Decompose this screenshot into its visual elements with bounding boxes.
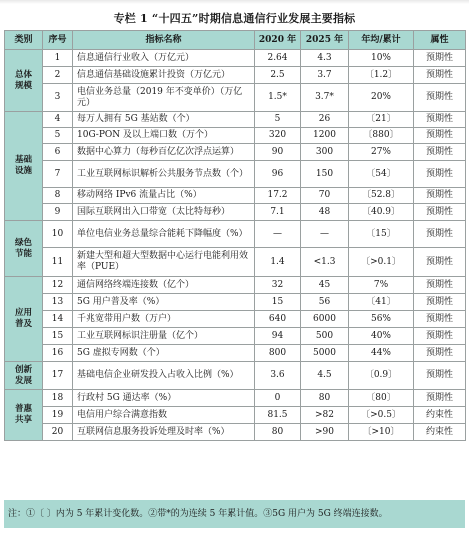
value-2025-cell: 3.7* xyxy=(301,84,349,112)
value-2025-cell: 26 xyxy=(301,112,349,128)
category-cell: 创新 发展 xyxy=(5,362,43,390)
number-cell: 17 xyxy=(43,362,73,390)
indicator-cell: 单位电信业务总量综合能耗下降幅度（%） xyxy=(73,221,255,248)
table-row xyxy=(5,84,466,112)
attribute-cell: 预期性 xyxy=(414,128,466,144)
attribute-cell: 预期性 xyxy=(414,345,466,362)
number-cell: 5 xyxy=(43,128,73,144)
table-note: 注：①〔 〕内为 5 年累计变化数。②带*的为连续 5 年累计值。③5G 用户为 5G 终端连接数。 xyxy=(4,500,465,528)
table-title: 专栏 1 “十四五”时期信息通信行业发展主要指标 xyxy=(113,12,356,25)
indicators-table xyxy=(4,30,466,441)
attribute-cell: 预期性 xyxy=(414,67,466,84)
number-cell: 2 xyxy=(43,67,73,84)
indicator-cell: 5G 用户普及率（%） xyxy=(73,294,255,311)
category-cell: 基础 设施 xyxy=(5,112,43,221)
attribute-cell: 预期性 xyxy=(414,311,466,328)
indicator-cell: 信息通信行业收入（万亿元） xyxy=(73,50,255,67)
top-divider xyxy=(0,0,469,4)
indicator-cell: 通信网络终端连接数（亿个） xyxy=(73,277,255,294)
value-2020-cell: 7.1 xyxy=(255,204,301,221)
number-cell: 8 xyxy=(43,188,73,204)
indicator-cell: 移动网络 IPv6 流量占比（%） xyxy=(73,188,255,204)
value-2025-cell: 150 xyxy=(301,161,349,188)
indicator-cell: 10G-PON 及以上端口数（万个） xyxy=(73,128,255,144)
category-cell: 应用 普及 xyxy=(5,277,43,362)
value-2020-cell: 0 xyxy=(255,390,301,407)
category-cell: 总体 规模 xyxy=(5,50,43,112)
value-2020-cell: 1.5* xyxy=(255,84,301,112)
number-cell: 10 xyxy=(43,221,73,248)
value-2020-cell: 640 xyxy=(255,311,301,328)
value-2025-cell: <1.3 xyxy=(301,248,349,277)
header-attribute: 属性 xyxy=(414,31,466,50)
indicator-cell: 新建大型和超大型数据中心运行电能利用效率（PUE） xyxy=(73,248,255,277)
indicator-cell: 每万人拥有 5G 基站数（个） xyxy=(73,112,255,128)
value-2025-cell: 1200 xyxy=(301,128,349,144)
header-indicator: 指标名称 xyxy=(73,31,255,50)
number-cell: 13 xyxy=(43,294,73,311)
attribute-cell: 预期性 xyxy=(414,390,466,407)
value-2025-cell: >82 xyxy=(301,407,349,424)
attribute-cell: 预期性 xyxy=(414,112,466,128)
average-cell: 〔0.9〕 xyxy=(349,362,414,390)
value-2020-cell: 96 xyxy=(255,161,301,188)
average-cell: 〔15〕 xyxy=(349,221,414,248)
value-2025-cell: 500 xyxy=(301,328,349,345)
value-2025-cell: 3.7 xyxy=(301,67,349,84)
indicator-cell: 行政村 5G 通达率（%） xyxy=(73,390,255,407)
number-cell: 19 xyxy=(43,407,73,424)
attribute-cell: 预期性 xyxy=(414,161,466,188)
number-cell: 6 xyxy=(43,144,73,161)
value-2025-cell: 56 xyxy=(301,294,349,311)
category-cell: 普惠 共享 xyxy=(5,390,43,441)
value-2020-cell: 94 xyxy=(255,328,301,345)
number-cell: 15 xyxy=(43,328,73,345)
attribute-cell: 预期性 xyxy=(414,362,466,390)
average-cell: 〔880〕 xyxy=(349,128,414,144)
average-cell: 7% xyxy=(349,277,414,294)
average-cell: 〔41〕 xyxy=(349,294,414,311)
attribute-cell: 预期性 xyxy=(414,144,466,161)
attribute-cell: 约束性 xyxy=(414,424,466,441)
value-2020-cell: 320 xyxy=(255,128,301,144)
average-cell: 44% xyxy=(349,345,414,362)
value-2025-cell: 70 xyxy=(301,188,349,204)
header-average: 年均/累计 xyxy=(349,31,414,50)
table-row xyxy=(5,161,466,188)
value-2020-cell: 32 xyxy=(255,277,301,294)
attribute-cell: 预期性 xyxy=(414,248,466,277)
average-cell: 〔40.9〕 xyxy=(349,204,414,221)
number-cell: 20 xyxy=(43,424,73,441)
attribute-cell: 预期性 xyxy=(414,221,466,248)
indicator-cell: 电信业务总量（2019 年不变单价）（万亿元） xyxy=(73,84,255,112)
average-cell: 〔>10〕 xyxy=(349,424,414,441)
number-cell: 4 xyxy=(43,112,73,128)
number-cell: 18 xyxy=(43,390,73,407)
indicator-cell: 5G 虚拟专网数（个） xyxy=(73,345,255,362)
number-cell: 16 xyxy=(43,345,73,362)
indicator-cell: 工业互联网标识注册量（亿个） xyxy=(73,328,255,345)
average-cell: 〔>0.1〕 xyxy=(349,248,414,277)
attribute-cell: 预期性 xyxy=(414,50,466,67)
value-2025-cell: 300 xyxy=(301,144,349,161)
number-cell: 9 xyxy=(43,204,73,221)
value-2025-cell: 48 xyxy=(301,204,349,221)
number-cell: 11 xyxy=(43,248,73,277)
value-2020-cell: 1.4 xyxy=(255,248,301,277)
table-row xyxy=(5,128,466,144)
table-row xyxy=(5,328,466,345)
table-row xyxy=(5,112,466,128)
table-row xyxy=(5,311,466,328)
header-category: 类别 xyxy=(5,31,43,50)
header-2020: 2020 年 xyxy=(255,31,301,50)
table-row xyxy=(5,67,466,84)
value-2020-cell: 90 xyxy=(255,144,301,161)
value-2020-cell: 80 xyxy=(255,424,301,441)
value-2025-cell: 5000 xyxy=(301,345,349,362)
average-cell: 56% xyxy=(349,311,414,328)
average-cell: 10% xyxy=(349,50,414,67)
table-row xyxy=(5,362,466,390)
value-2020-cell: 800 xyxy=(255,345,301,362)
value-2025-cell: 80 xyxy=(301,390,349,407)
value-2020-cell: — xyxy=(255,221,301,248)
indicator-cell: 千兆宽带用户数（万户） xyxy=(73,311,255,328)
indicator-cell: 数据中心算力（每秒百亿亿次浮点运算） xyxy=(73,144,255,161)
indicator-cell: 信息通信基础设施累计投资（万亿元） xyxy=(73,67,255,84)
value-2020-cell: 5 xyxy=(255,112,301,128)
average-cell: 40% xyxy=(349,328,414,345)
value-2020-cell: 3.6 xyxy=(255,362,301,390)
indicator-cell: 国际互联网出入口带宽（太比特每秒） xyxy=(73,204,255,221)
indicator-cell: 基础电信企业研发投入占收入比例（%） xyxy=(73,362,255,390)
number-cell: 7 xyxy=(43,161,73,188)
table-row xyxy=(5,277,466,294)
indicator-cell: 互联网信息服务投诉处理及时率（%） xyxy=(73,424,255,441)
value-2025-cell: — xyxy=(301,221,349,248)
average-cell: 〔54〕 xyxy=(349,161,414,188)
indicator-cell: 电信用户综合满意指数 xyxy=(73,407,255,424)
average-cell: 〔52.8〕 xyxy=(349,188,414,204)
table-row xyxy=(5,188,466,204)
value-2020-cell: 2.64 xyxy=(255,50,301,67)
table-row xyxy=(5,390,466,407)
value-2025-cell: 6000 xyxy=(301,311,349,328)
number-cell: 12 xyxy=(43,277,73,294)
attribute-cell: 预期性 xyxy=(414,328,466,345)
header-2025: 2025 年 xyxy=(301,31,349,50)
average-cell: 〔>0.5〕 xyxy=(349,407,414,424)
value-2020-cell: 17.2 xyxy=(255,188,301,204)
average-cell: 〔80〕 xyxy=(349,390,414,407)
attribute-cell: 预期性 xyxy=(414,84,466,112)
value-2025-cell: 4.5 xyxy=(301,362,349,390)
average-cell: 20% xyxy=(349,84,414,112)
header-number: 序号 xyxy=(43,31,73,50)
average-cell: 27% xyxy=(349,144,414,161)
table-row xyxy=(5,294,466,311)
indicator-cell: 工业互联网标识解析公共服务节点数（个） xyxy=(73,161,255,188)
table-row xyxy=(5,424,466,441)
value-2025-cell: 4.3 xyxy=(301,50,349,67)
category-cell: 绿色 节能 xyxy=(5,221,43,277)
attribute-cell: 预期性 xyxy=(414,188,466,204)
average-cell: 〔21〕 xyxy=(349,112,414,128)
value-2025-cell: >90 xyxy=(301,424,349,441)
attribute-cell: 预期性 xyxy=(414,294,466,311)
header-row xyxy=(5,31,466,50)
table-row xyxy=(5,50,466,67)
attribute-cell: 预期性 xyxy=(414,277,466,294)
table-row xyxy=(5,248,466,277)
number-cell: 1 xyxy=(43,50,73,67)
value-2020-cell: 15 xyxy=(255,294,301,311)
table-row xyxy=(5,204,466,221)
table-row xyxy=(5,144,466,161)
table-row xyxy=(5,345,466,362)
average-cell: 〔1.2〕 xyxy=(349,67,414,84)
value-2025-cell: 45 xyxy=(301,277,349,294)
attribute-cell: 预期性 xyxy=(414,204,466,221)
table-row xyxy=(5,407,466,424)
value-2020-cell: 2.5 xyxy=(255,67,301,84)
attribute-cell: 约束性 xyxy=(414,407,466,424)
value-2020-cell: 81.5 xyxy=(255,407,301,424)
number-cell: 3 xyxy=(43,84,73,112)
table-row xyxy=(5,221,466,248)
number-cell: 14 xyxy=(43,311,73,328)
